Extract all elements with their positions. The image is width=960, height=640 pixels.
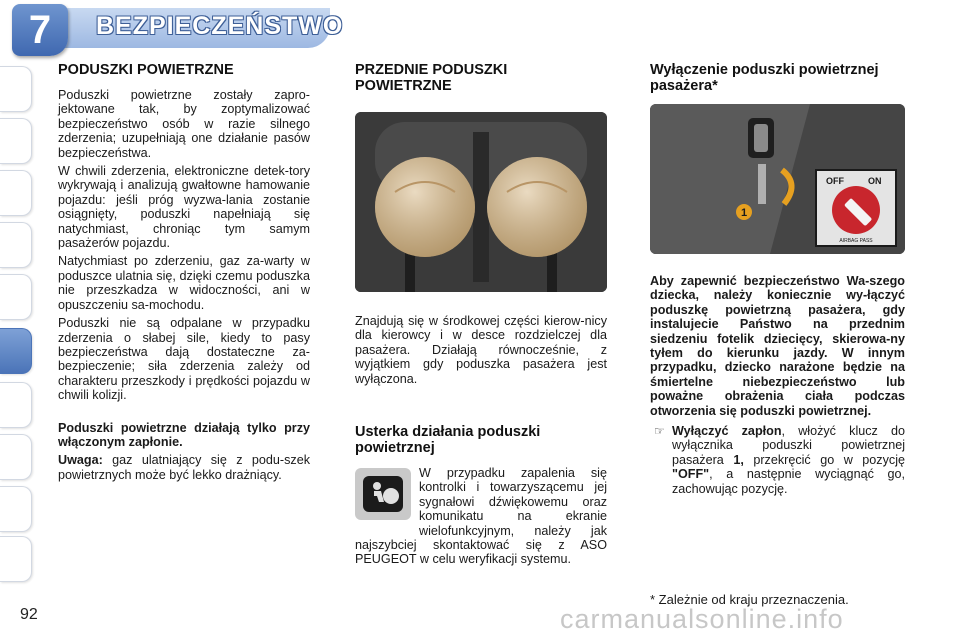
airbag-fault-section xyxy=(355,424,607,567)
column-front-airbags xyxy=(355,62,607,571)
section-heading-airbag-fault: Usterka działania poduszki powietrznej xyxy=(355,424,541,457)
column-airbags-intro xyxy=(58,62,310,486)
side-tab-7-active[interactable] xyxy=(0,328,32,374)
side-tab-1[interactable] xyxy=(0,66,32,112)
paragraph: Poduszki powietrzne zostały zapro-jektowane tak, by zoptymalizować bezpieczeństwo osób w razie silnego zderzenia; uzupełniają one działanie pasów bezpieczeństwa. xyxy=(58,88,310,160)
warning-label: Uwaga: xyxy=(58,453,103,468)
airbag-warning-lamp-icon xyxy=(355,468,411,520)
section-heading-front-airbags: PRZEDNIE PODUSZKI POWIETRZNE xyxy=(355,62,508,94)
side-tab-5[interactable] xyxy=(0,274,32,320)
child-seat-warning: Aby zapewnić bezpieczeństwo Wa-szego dziecka, należy koniecznie wy-łączyć poduszkę powietrzną pasażera, gdy instalujecie Państwo na przednim siedzeniu fotelik dziecięcy, skierowa-ny tyłem do kierunku jazdy. W innym przypadku, dziecko narażone będzie na śmiertelne niebezpieczeństwo lub poważne obrażenia ciała podczas otworzenia się poduszki powietrznej. xyxy=(650,274,905,418)
watermark: carmanualsonline.info xyxy=(560,604,844,634)
airbag-switch-illustration xyxy=(650,104,905,254)
front-airbags-description: Znajdują się w środkowej części kierow-nicy dla kierowcy i w desce rozdzielczej dla pasażera. Działają równocześnie, z wyjątkiem gdy poduszka pasażera jest wyłączona. xyxy=(355,314,607,386)
pointing-hand-icon: ☞ xyxy=(654,424,665,439)
passenger-airbag-switch-image xyxy=(650,104,905,254)
chapter-number-tab: 7 xyxy=(12,4,68,56)
side-tab-3[interactable] xyxy=(0,170,32,216)
deactivation-instruction xyxy=(650,424,905,500)
paragraph: Natychmiast po zderzeniu, gaz za-warty w poduszce ulatnia się, dzięki czemu poduszka nie przeszkadza w widoczności, ani w opuszczeniu sa-mochodu. xyxy=(58,254,310,312)
airbags-deployed-image xyxy=(355,112,607,292)
section-heading-passenger-airbag: Wyłączenie poduszki powietrznej pasażera* xyxy=(650,62,879,94)
irritation-warning xyxy=(58,453,310,482)
side-tab-2[interactable] xyxy=(0,118,32,164)
page-header xyxy=(0,0,960,62)
side-tab-10[interactable] xyxy=(0,486,32,532)
side-chapter-tabs xyxy=(0,66,34,578)
side-tab-8[interactable] xyxy=(0,382,32,428)
front-airbags-illustration xyxy=(355,112,607,292)
warning-text: gaz ulatniający się z podu-szek powietrznych może być lekko drażniący. xyxy=(58,453,310,482)
section-heading-airbags: PODUSZKI POWIETRZNE xyxy=(58,62,234,78)
instruction-text: Wyłączyć zapłon, włożyć klucz do wyłącznika poduszki powietrznej pasażera 1, przekręcić go w pozycję "OFF", a następnie wyciągnąć go, zachowując pozycję. xyxy=(672,424,906,496)
ignition-note: Poduszki powietrzne działają tylko przy włączonym zapłonie. xyxy=(58,420,310,449)
paragraph: Poduszki nie są odpalane w przypadku zderzenia o słabej sile, kiedy to pasy bezpieczeństwa dają dostateczne za-bezpieczenie; siła zderzenia zależy od charakteru przeszkody i prędkości pojazdu w chwili kolizji. xyxy=(58,316,310,403)
switch-on-label: ON xyxy=(868,176,882,186)
footnote: * Zależnie od kraju przeznaczenia. xyxy=(650,592,849,607)
side-tab-11[interactable] xyxy=(0,536,32,582)
switch-panel-text: AIRBAG PASS xyxy=(839,238,873,244)
airbag-fault-text: W przypadku zapalenia się kontrolki i towarzyszącemu jej sygnałowi dźwiękowemu oraz komunikatu na ekranie wielofunkcyjnym, należy jak najszybciej skontaktować się z ASO PEUGEOT w celu weryfikacji systemu. xyxy=(355,466,607,567)
callout-number: 1 xyxy=(740,207,748,219)
side-tab-4[interactable] xyxy=(0,222,32,268)
chapter-title: BEZPIECZEŃSTWO xyxy=(96,12,344,40)
column-passenger-airbag-deactivation xyxy=(650,62,905,500)
switch-off-label: OFF xyxy=(826,176,844,186)
paragraph: W chwili zderzenia, elektroniczne detek-tory wykrywają i analizują gwałtowne hamowanie pojazdu: jeśli próg wyzwa-lania zostanie osiągnięty, poduszki napełniają się natychmiast, chroniąc tym samym pasażerów pojazdu. xyxy=(58,164,310,251)
side-tab-9[interactable] xyxy=(0,434,32,480)
page-number: 92 xyxy=(20,606,38,623)
